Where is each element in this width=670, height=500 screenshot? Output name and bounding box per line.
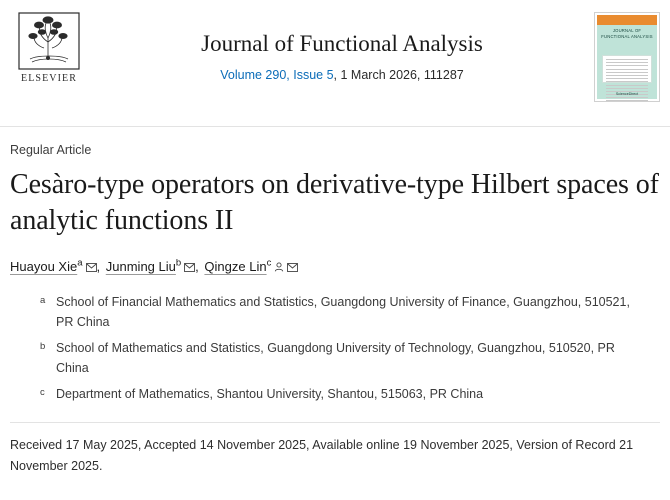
author-affiliation-mark: c (266, 257, 272, 269)
journal-issue-line (90, 68, 594, 82)
volume-issue-link[interactable]: Volume 290, Issue 5 (220, 67, 334, 82)
author-entry (10, 259, 106, 274)
author-affiliation-mark: a (77, 257, 83, 269)
journal-heading (90, 8, 594, 82)
journal-title[interactable]: Journal of Functional Analysis (201, 31, 483, 56)
cover-top-band (597, 15, 657, 25)
affiliation-item (40, 385, 642, 404)
cover-title-text: JOURNAL OF FUNCTIONAL ANALYSIS (601, 28, 653, 40)
author-entry (204, 259, 298, 274)
page-title: Cesàro-type operators on derivative-type Hilbert spaces of analytic functions II (10, 169, 659, 236)
article-type-label: Regular Article (10, 143, 92, 157)
elsevier-logo[interactable] (8, 12, 90, 84)
author-list (10, 257, 660, 278)
affiliation-text: Department of Mathematics, Shantou University, Shantou, 515063, PR China (56, 386, 484, 401)
cover-footer-label: ScienceDirect (615, 92, 639, 96)
author-separator: , (96, 258, 101, 274)
person-icon[interactable] (274, 258, 284, 278)
article-content (0, 127, 670, 477)
cover-text-lines (606, 59, 648, 79)
cover-content-box (602, 55, 652, 83)
issue-rest-text: , 1 March 2026, 111287 (333, 67, 464, 82)
author-separator: , (195, 258, 199, 274)
affiliation-mark: c (40, 386, 45, 398)
cover-inner (597, 15, 657, 99)
elsevier-tree-icon (18, 12, 80, 70)
affiliation-list (10, 293, 660, 404)
affiliation-mark: a (40, 295, 46, 307)
affiliation-mark: b (40, 341, 46, 353)
envelope-icon[interactable] (287, 258, 298, 278)
author-name[interactable]: Qingze Lin (204, 258, 267, 274)
author-name[interactable]: Huayou Xie (10, 258, 78, 274)
envelope-icon[interactable] (184, 258, 195, 278)
masthead (0, 0, 670, 126)
envelope-icon[interactable] (86, 258, 97, 278)
author-name[interactable]: Junming Liu (105, 258, 176, 274)
affiliation-text: School of Financial Mathematics and Statistics, Guangdong University of Finance, Guangzhou, 510521, PR China (56, 295, 630, 329)
author-entry (106, 259, 205, 274)
affiliation-item (40, 339, 642, 378)
affiliation-item (40, 293, 642, 332)
publication-history: Received 17 May 2025, Accepted 14 November 2025, Available online 19 November 2025, Version of Record 21 November 2025. (10, 422, 660, 476)
elsevier-wordmark: ELSEVIER (20, 73, 78, 84)
author-affiliation-mark: b (175, 257, 182, 269)
affiliation-text: School of Mathematics and Statistics, Guangdong University of Technology, Guangzhou, 510520, PR China (56, 341, 615, 375)
journal-cover-thumbnail[interactable] (594, 12, 660, 102)
